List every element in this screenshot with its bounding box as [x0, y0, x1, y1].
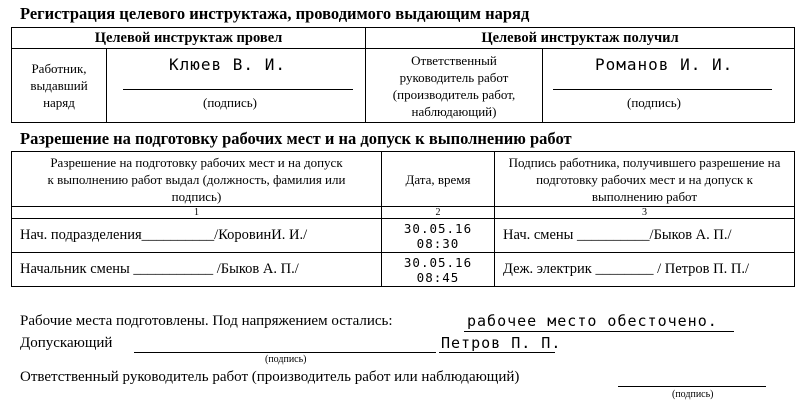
row1-issuer: Нач. подразделения__________/КоровинИ. И./: [12, 219, 382, 253]
final-responsible-label: Ответственный руководитель работ (производитель работ или наблюдающий): [20, 369, 520, 385]
instruction-table: [11, 27, 795, 123]
responsible-signature-cell: [543, 49, 795, 123]
section1-title: Регистрация целевого инструктажа, проводимого выдающим наряд: [20, 4, 530, 23]
responsible-label: Ответственный руководитель работ (производитель работ, наблюдающий): [366, 49, 543, 123]
responsible-signature-caption: (подпись): [627, 95, 681, 110]
table-row: [12, 253, 795, 287]
responsible-name: Романов И. И.: [595, 55, 734, 74]
prepared-underline: [464, 331, 734, 332]
responsible-signature-line: [553, 89, 772, 90]
prepared-label: Рабочие места подготовлены. Под напряжением остались:: [20, 313, 393, 329]
col2-header: Дата, время: [382, 152, 495, 207]
row2-receiver: Деж. электрик ________ / Петров П. П./: [495, 253, 795, 287]
admitting-name: Петров П. П.: [441, 334, 562, 352]
issuer-signature-caption: (подпись): [203, 95, 257, 110]
admitting-signature-caption: (подпись): [265, 354, 307, 365]
col1-number: 1: [12, 207, 382, 219]
col3-number: 3: [495, 207, 795, 219]
col3-header: Подпись работника, получившего разрешение на подготовку рабочих мест и на допуск к выполнению работ: [495, 152, 795, 207]
issuer-signature-line: [123, 89, 353, 90]
table-row: [12, 219, 795, 253]
issuer-label: Работник, выдавший наряд: [12, 49, 107, 123]
row2-date: 30.05.16: [403, 254, 473, 270]
admitting-name-underline: [439, 352, 555, 353]
given-header: Целевой инструктаж провел: [12, 28, 366, 49]
row1-datetime: [382, 219, 495, 253]
row1-receiver: Нач. смены __________/Быков А. П./: [495, 219, 795, 253]
row2-time: 08:45: [416, 269, 460, 285]
row1-date: 30.05.16: [403, 220, 473, 236]
row2-datetime: [382, 253, 495, 287]
permission-table: [11, 151, 795, 287]
row1-time: 08:30: [416, 235, 460, 251]
col2-number: 2: [382, 207, 495, 219]
section2-title: Разрешение на подготовку рабочих мест и на допуск к выполнению работ: [20, 129, 572, 148]
admitting-label: Допускающий: [20, 335, 113, 351]
issuer-signature-cell: [107, 49, 366, 123]
prepared-value: рабочее место обесточено.: [467, 312, 718, 330]
col1-header: Разрешение на подготовку рабочих мест и на допуск к выполнению работ выдал (должность, фамилия или подпись): [12, 152, 382, 207]
issuer-name: Клюев В. И.: [169, 55, 286, 74]
final-signature-line: [618, 386, 766, 387]
received-header: Целевой инструктаж получил: [366, 28, 795, 49]
final-signature-caption: (подпись): [672, 389, 714, 400]
row2-issuer: Начальник смены ___________ /Быков А. П./: [12, 253, 382, 287]
admitting-signature-line: [134, 352, 436, 353]
